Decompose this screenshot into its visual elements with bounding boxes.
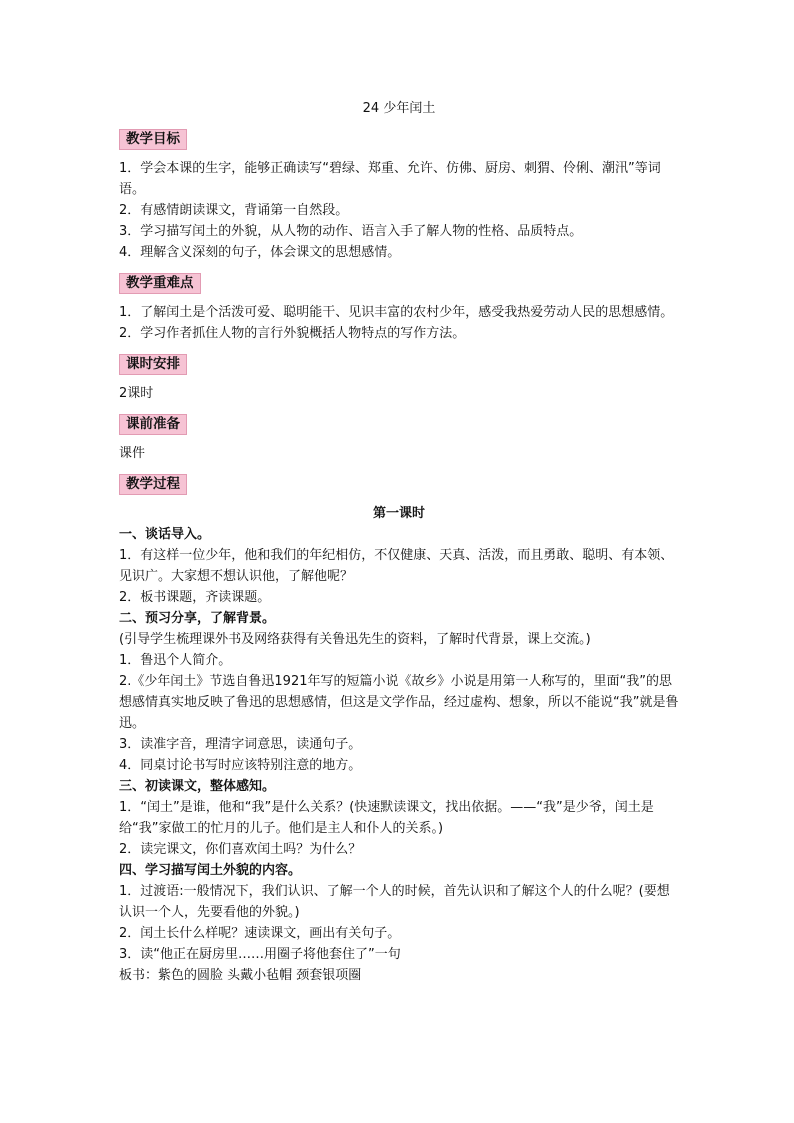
schedule-text: 2课时	[119, 386, 154, 401]
prep-text: 课件	[119, 446, 146, 461]
goal-item: 4．理解含义深刻的句子，体会课文的思想感情。	[119, 245, 401, 260]
goal-item: 2．有感情朗读课文，背诵第一自然段。	[119, 203, 349, 218]
process-line: 2．板书课题，齐读课题。	[119, 590, 271, 605]
keypoint-item: 2．学习作者抓住人物的言行外貌概括人物特点的写作方法。	[119, 326, 466, 341]
section-label-process: 教学过程	[119, 474, 187, 495]
process-line: 板书：紫色的圆脸 头戴小毡帽 颈套银项圈	[119, 968, 362, 983]
part-heading: 四、学习描写闰土外貌的内容。	[119, 863, 302, 878]
goal-item: 1．学会本课的生字，能够正确读写“碧绿、郑重、允许、仿佛、厨房、刺猬、伶俐、潮汛”等词语。	[119, 161, 661, 197]
keypoint-item: 1．了解闰土是个活泼可爱、聪明能干、见识丰富的农村少年，感受我热爱劳动人民的思想感情。	[119, 305, 674, 320]
page-title: 24 少年闰土	[362, 101, 436, 116]
process-line: 3．读“他正在厨房里……用圈子将他套住了”一句	[119, 947, 401, 962]
document-body	[119, 98, 679, 986]
part-heading: 二、预习分享，了解背景。	[119, 611, 276, 626]
part-heading: 三、初读课文，整体感知。	[119, 779, 276, 794]
process-line: 2.《少年闰土》节选自鲁迅1921年写的短篇小说《故乡》小说是用第一人称写的，里面“我”的思想感情真实地反映了鲁迅的思想感情，但这是文学作品，经过虚构、想象，所以不能说“我”就是鲁迅。	[119, 674, 679, 731]
section-label-prep: 课前准备	[119, 414, 187, 435]
process-line: 1．鲁迅个人简介。	[119, 653, 232, 668]
section-label-schedule: 课时安排	[119, 354, 187, 375]
section-label-goals: 教学目标	[119, 129, 187, 150]
process-line: 1．“闰土”是谁，他和“我”是什么关系？(快速默读课文，找出依据。——“我”是少爷，闰土是给“我”家做工的忙月的儿子。他们是主人和仆人的关系。)	[119, 800, 654, 836]
process-line: 1．过渡语:一般情况下，我们认识、了解一个人的时候，首先认识和了解这个人的什么呢？(要想认识一个人，先要看他的外貌。)	[119, 884, 670, 920]
goal-item: 3．学习描写闰土的外貌，从人物的动作、语言入手了解人物的性格、品质特点。	[119, 224, 583, 239]
lesson-title: 第一课时	[372, 506, 425, 521]
section-label-keypoints: 教学重难点	[119, 273, 201, 294]
process-line: 2．读完课文，你们喜欢闰土吗？为什么？	[119, 842, 362, 857]
process-line: 1．有这样一位少年，他和我们的年纪相仿，不仅健康、天真、活泼，而且勇敢、聪明、有本领、见识广。大家想不想认识他，了解他呢？	[119, 548, 674, 584]
part-heading: 一、谈话导入。	[119, 527, 211, 542]
process-line: 3．读准字音，理清字词意思，读通句子。	[119, 737, 362, 752]
process-line: 4．同桌讨论书写时应该特别注意的地方。	[119, 758, 362, 773]
process-line: 2．闰土长什么样呢？速读课文，画出有关句子。	[119, 926, 401, 941]
process-line: (引导学生梳理课外书及网络获得有关鲁迅先生的资料，了解时代背景，课上交流。)	[119, 632, 591, 647]
